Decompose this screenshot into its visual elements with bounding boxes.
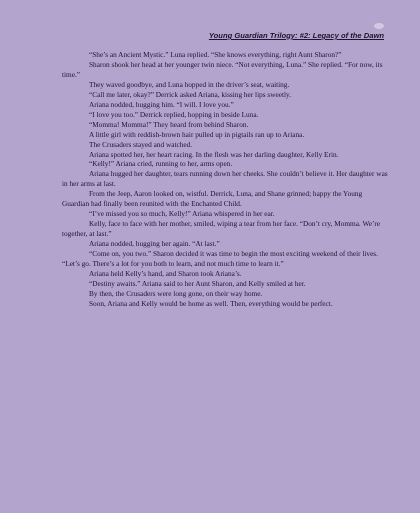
paragraph: The Crusaders stayed and watched. bbox=[89, 139, 193, 149]
paragraph: “I’ve missed you so much, Kelly!” Ariana whispered in her ear. bbox=[89, 209, 275, 219]
paragraph: “Momma! Momma!” They heard from behind Sharon. bbox=[89, 119, 249, 129]
paragraph: Ariana spotted her, her heart racing. In the flesh was her darling daughter, Kelly Erin. bbox=[89, 149, 339, 159]
paragraph: By then, the Crusaders were long gone, on their way home. bbox=[89, 288, 263, 298]
paragraph: “Destiny awaits.” Ariana said to her Aunt Sharon, and Kelly smiled at her. bbox=[89, 278, 306, 288]
paragraph: Ariana nodded, hugging her again. “At last.” bbox=[89, 239, 220, 249]
paragraph: Kelly, face to face with her mother, smiled, wiping a tear from her face. “Don’t cry, Momma. We’re together, at last.” bbox=[62, 219, 381, 239]
paragraph: Ariana hugged her daughter, tears running down her cheeks. She couldn’t believe it. Her daughter was in her arms at last. bbox=[62, 169, 388, 189]
paragraph: Ariana held Kelly’s hand, and Sharon took Ariana’s. bbox=[89, 268, 242, 278]
paragraph: Soon, Ariana and Kelly would be home as well. Then, everything would be perfect. bbox=[89, 298, 333, 308]
paragraph: Ariana nodded, hugging him. “I will. I love you.” bbox=[89, 99, 234, 109]
paragraph: They waved goodbye, and Luna hopped in the driver’s seat, waiting. bbox=[89, 79, 290, 89]
paragraph: From the Jeep, Aaron looked on, wistful. Derrick, Luna, and Shane grinned; happy the Young Guardian had finally been reunited with the Enchanted Child. bbox=[62, 189, 363, 209]
paragraph: Sharon shook her head at her younger twin niece. “Not everything, Luna.” She replied. “For now, its time.” bbox=[62, 59, 383, 79]
paragraph: “I love you too.” Derrick replied, hopping in beside Luna. bbox=[89, 109, 259, 119]
paragraph: “Call me later, okay?” Derrick asked Ariana, kissing her lips sweetly. bbox=[89, 89, 292, 99]
corner-mark bbox=[374, 23, 384, 29]
paragraph: “She’s an Ancient Mystic.” Luna replied. “She knows everything, right Aunt Sharon?” bbox=[89, 50, 342, 59]
paragraph: A little girl with reddish-brown hair pulled up in pigtails ran up to Ariana. bbox=[89, 129, 305, 139]
page-body bbox=[62, 50, 390, 309]
paragraph: “Kelly!” Ariana cried, running to her, arms open. bbox=[89, 159, 233, 169]
running-header: Young Guardian Trilogy: #2: Legacy of the Dawn bbox=[208, 31, 384, 40]
paragraph: “Come on, you two.” Sharon decided it was time to begin the most exciting weekend of their lives. “Let’s go. There’s a lot for you both to learn, and not much time to learn it.” bbox=[62, 249, 378, 269]
